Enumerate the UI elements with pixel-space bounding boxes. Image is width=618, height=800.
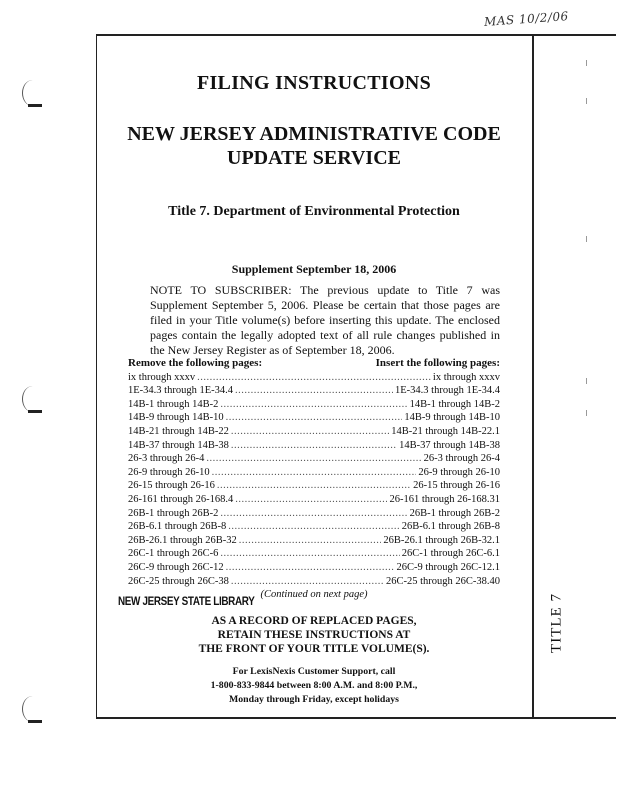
- remove-pages: 1E-34.3 through 1E-34.4: [128, 385, 233, 397]
- insert-pages: 1E-34.3 through 1E-34.4: [395, 385, 500, 397]
- top-rule: [96, 34, 616, 36]
- support-line1: For LexisNexis Customer Support, call: [232, 666, 396, 677]
- dot-leader: [226, 411, 403, 425]
- insert-pages: 26-161 through 26-168.31: [389, 493, 500, 505]
- remove-pages: 26B-1 through 26B-2: [128, 507, 219, 519]
- retain-line2: RETAIN THESE INSTRUCTIONS AT: [217, 629, 411, 641]
- dot-leader: [220, 547, 399, 561]
- dot-leader: [239, 534, 382, 548]
- dot-leader: [220, 398, 407, 412]
- remove-pages: 26B-26.1 through 26B-32: [128, 534, 237, 546]
- code-title: [96, 122, 532, 170]
- insert-pages: ix through xxxv: [432, 371, 500, 383]
- code-title-line1: NEW JERSEY ADMINISTRATIVE CODE: [127, 123, 501, 145]
- remove-pages: 26C-25 through 26C-38: [128, 575, 229, 587]
- table-row: [128, 425, 500, 439]
- support-line3: Monday through Friday, except holidays: [229, 694, 399, 705]
- table-row: [128, 520, 500, 534]
- code-title-line2: UPDATE SERVICE: [227, 147, 401, 169]
- remove-header: Remove the following pages:: [128, 357, 263, 369]
- table-row: [128, 398, 500, 412]
- insert-pages: 26B-6.1 through 26B-8: [401, 521, 500, 533]
- subscriber-note: [128, 283, 500, 358]
- insert-pages: 26B-26.1 through 26B-32.1: [383, 534, 500, 546]
- table-row: [128, 547, 500, 561]
- remove-pages: 26C-1 through 26C-6: [128, 548, 219, 560]
- insert-header: Insert the following pages:: [375, 357, 500, 369]
- insert-pages: 14B-37 through 14B-38: [399, 439, 500, 451]
- dot-leader: [197, 371, 431, 385]
- insert-pages: 26-9 through 26-10: [418, 466, 500, 478]
- subscriber-note-text: NOTE TO SUBSCRIBER: The previous update to Title 7 was Supplement September 5, 2006. Please be certain that those pages are filed in your Title volume(s) before inserting this update. The enclosed pages contain the legally adopted text of all rule changes published in the New Jersey Register as of September 18, 2006.: [150, 283, 500, 357]
- binder-hole-icon: [22, 696, 43, 722]
- remove-pages: 14B-1 through 14B-2: [128, 398, 219, 410]
- remove-pages: 26-161 through 26-168.4: [128, 493, 234, 505]
- remove-pages: 14B-9 through 14B-10: [128, 412, 224, 424]
- dot-leader: [206, 452, 421, 466]
- remove-pages: 26-15 through 26-16: [128, 480, 215, 492]
- insert-pages: 26B-1 through 26B-2: [409, 507, 500, 519]
- title-heading: Title 7. Department of Environmental Protection: [168, 204, 460, 219]
- retain-instructions: [96, 614, 532, 656]
- dot-leader: [235, 493, 387, 507]
- remove-pages: 26-9 through 26-10: [128, 466, 210, 478]
- insert-pages: 26C-9 through 26C-12.1: [396, 561, 500, 573]
- binder-hole-icon: [22, 80, 43, 106]
- dot-leader: [231, 439, 397, 453]
- supplement-date: Supplement September 18, 2006: [231, 262, 397, 276]
- table-row: [128, 575, 500, 589]
- insert-pages: 26C-25 through 26C-38.40: [385, 575, 500, 587]
- customer-support: [96, 665, 532, 707]
- table-row: [128, 371, 500, 385]
- retain-line1: AS A RECORD OF REPLACED PAGES,: [211, 615, 417, 627]
- binder-hole-mark: [28, 104, 42, 107]
- dot-leader: [235, 384, 393, 398]
- remove-pages: 26B-6.1 through 26B-8: [128, 521, 227, 533]
- handwritten-note: MAS 10/2/06: [483, 9, 570, 29]
- table-row: [128, 439, 500, 453]
- retain-line3: THE FRONT OF YOUR TITLE VOLUME(S).: [198, 643, 430, 655]
- table-row: [128, 452, 500, 466]
- binder-hole-mark: [28, 720, 42, 723]
- dot-leader: [212, 466, 417, 480]
- filing-table: [128, 357, 500, 602]
- library-stamp: NEW JERSEY STATE LIBRARY: [118, 596, 255, 608]
- scan-mark: [586, 410, 587, 416]
- dot-leader: [220, 507, 407, 521]
- table-row: [128, 479, 500, 493]
- side-tab-label: TITLE 7: [548, 593, 565, 653]
- dot-leader: [226, 561, 395, 575]
- scan-mark: [586, 236, 587, 242]
- tab-divider-line: [532, 34, 534, 717]
- insert-pages: 14B-21 through 14B-22.1: [391, 425, 500, 437]
- dot-leader: [231, 575, 384, 589]
- table-row: [128, 507, 500, 521]
- dot-leader: [228, 520, 399, 534]
- table-row: [128, 493, 500, 507]
- scan-mark: [586, 98, 587, 104]
- support-line2: 1-800-833-9844 between 8:00 A.M. and 8:00 P.M.,: [210, 680, 418, 691]
- remove-pages: 14B-37 through 14B-38: [128, 439, 229, 451]
- insert-pages: 26-15 through 26-16: [413, 480, 500, 492]
- insert-pages: 14B-9 through 14B-10: [404, 412, 500, 424]
- insert-pages: 26C-1 through 26C-6.1: [401, 548, 500, 560]
- remove-pages: 26C-9 through 26C-12: [128, 561, 224, 573]
- insert-pages: 26-3 through 26-4: [423, 453, 500, 465]
- remove-pages: 14B-21 through 14B-22: [128, 425, 229, 437]
- table-row: [128, 384, 500, 398]
- table-rows: [128, 371, 500, 589]
- scan-mark: [586, 378, 587, 384]
- continued-note: (Continued on next page): [260, 589, 368, 601]
- dot-leader: [217, 479, 411, 493]
- table-row: [128, 561, 500, 575]
- dot-leader: [231, 425, 389, 439]
- scan-mark: [586, 60, 587, 66]
- page-title: FILING INSTRUCTIONS: [196, 72, 432, 94]
- bottom-rule: [96, 717, 616, 719]
- table-row: [128, 411, 500, 425]
- table-row: [128, 534, 500, 548]
- remove-pages: ix through xxxv: [128, 371, 196, 383]
- remove-pages: 26-3 through 26-4: [128, 453, 205, 465]
- insert-pages: 14B-1 through 14B-2: [409, 398, 500, 410]
- side-tab: [546, 593, 568, 653]
- table-row: [128, 466, 500, 480]
- binder-hole-mark: [28, 410, 42, 413]
- binder-hole-icon: [22, 386, 43, 412]
- table-header: [128, 357, 500, 371]
